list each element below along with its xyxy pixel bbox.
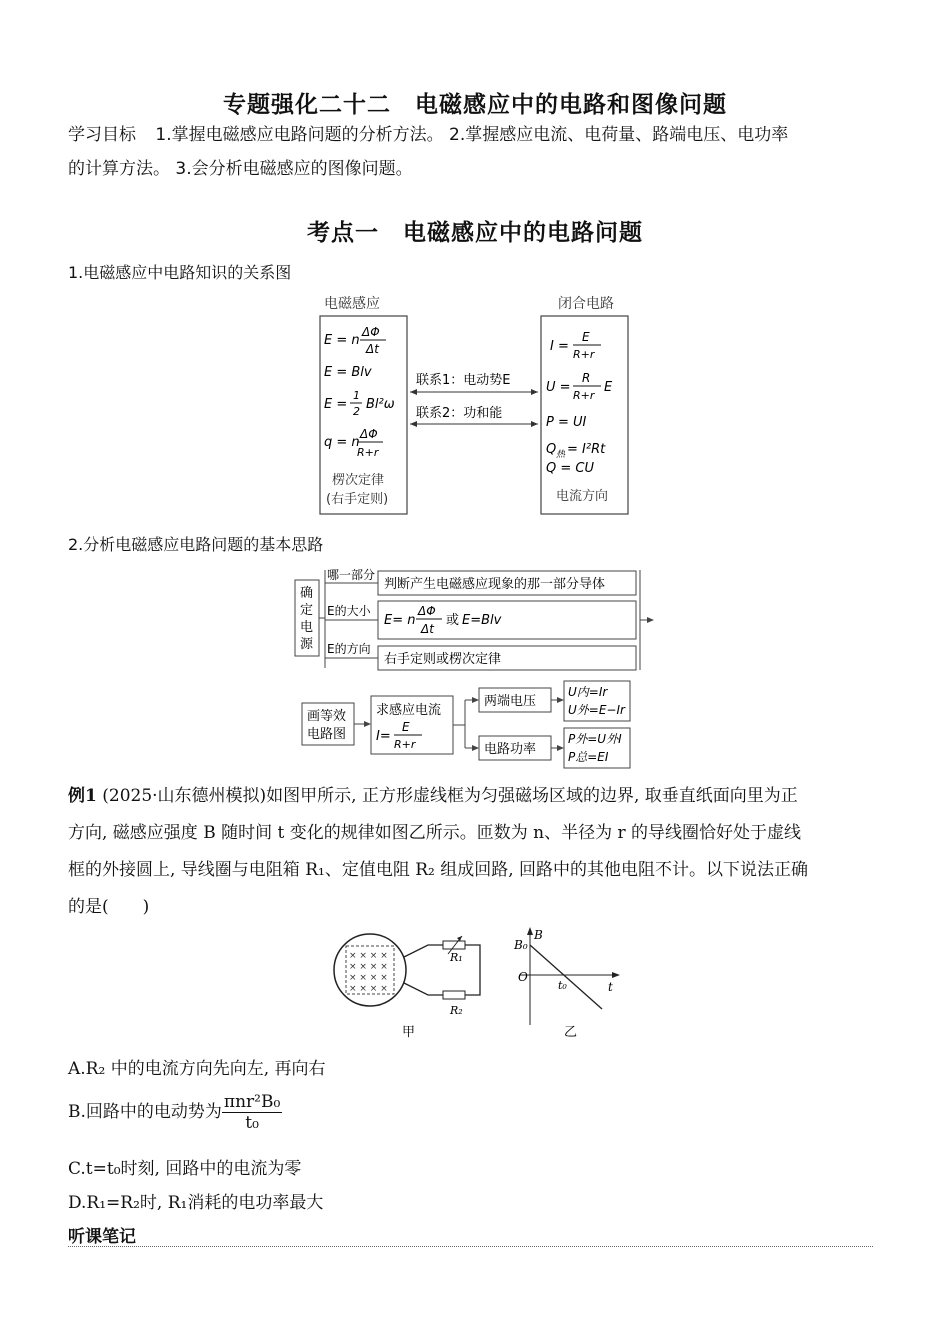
- svg-text:Bl²ω: Bl²ω: [366, 397, 395, 412]
- example-line1: (2025·山东德州模拟)如图甲所示, 正方形虚线框为匀强磁场区域的边界, 取垂直纸面向里为正: [102, 786, 798, 806]
- goal-line2: 的计算方法。 3.会分析电磁感应的图像问题。: [68, 159, 413, 179]
- svg-text:电路图: 电路图: [307, 727, 347, 742]
- svg-text:R+r: R+r: [573, 389, 595, 402]
- svg-text:ΔΦ: ΔΦ: [360, 427, 378, 441]
- left-footer1: 楞次定律: [332, 473, 385, 488]
- section-title: 考点一 电磁感应中的电路问题: [307, 220, 643, 246]
- svg-text:E: E: [402, 720, 410, 734]
- option-d: D.R₁=R₂时, R₁消耗的电功率最大: [68, 1193, 324, 1213]
- svg-text:电: 电: [300, 620, 314, 635]
- option-c: C.t=t₀时刻, 回路中的电流为零: [68, 1159, 302, 1179]
- voltage-label: 两端电压: [484, 694, 537, 709]
- svg-text:P = UI: P = UI: [546, 415, 587, 430]
- diagram2-heading: 2.分析电磁感应电路问题的基本思路: [68, 535, 324, 554]
- option-b-denominator: t₀: [245, 1113, 259, 1133]
- example-line2: 方向, 磁感应强度 B 随时间 t 变化的规律如图乙所示。匝数为 n、半径为 r 的导线圈恰好处于虚线: [68, 823, 802, 843]
- svg-text:Q: Q: [546, 442, 557, 457]
- svg-text:E = Blv: E = Blv: [324, 365, 372, 380]
- svg-text:= I²Rt: = I²Rt: [567, 442, 606, 457]
- voltage-f1: U内=Ir: [568, 685, 608, 699]
- figure-yi: [513, 927, 620, 1040]
- example-figures: [330, 925, 650, 1040]
- b-line: [530, 945, 602, 1009]
- b0-label: B₀: [514, 938, 528, 952]
- row1-content: 判断产生电磁感应现象的那一部分导体: [384, 577, 606, 592]
- svg-text:E =: E =: [324, 397, 348, 412]
- svg-text:2: 2: [353, 405, 360, 418]
- power-f2: P总=EI: [568, 750, 609, 764]
- svg-text:R: R: [582, 371, 591, 385]
- svg-text:源: 源: [300, 637, 314, 652]
- notes-label: 听课笔记: [68, 1227, 136, 1247]
- row3-content: 右手定则或楞次定律: [384, 652, 502, 667]
- svg-text:热: 热: [556, 450, 566, 460]
- link1-label: 联系1：电动势E: [416, 373, 511, 388]
- power-label: 电路功率: [484, 742, 537, 757]
- svg-text:I=: I=: [376, 729, 391, 744]
- axis-t: t: [608, 980, 613, 994]
- svg-text:ΔΦ: ΔΦ: [362, 325, 380, 339]
- row2-tag: E的大小: [327, 604, 371, 618]
- svg-text:Δt: Δt: [421, 622, 434, 636]
- fig-yi-label: 乙: [564, 1025, 578, 1040]
- r1-label: R₁: [450, 951, 463, 964]
- example-label: 例1: [68, 786, 97, 806]
- fig-jia-label: 甲: [402, 1025, 416, 1040]
- svg-text:ΔΦ: ΔΦ: [418, 604, 436, 618]
- svg-text:确: 确: [300, 586, 314, 601]
- example-line3: 框的外接圆上, 导线圈与电阻箱 R₁、定值电阻 R₂ 组成回路, 回路中的其他电阻不计。以下说法正确: [68, 860, 809, 880]
- svg-text:E=Blv: E=Blv: [462, 613, 502, 628]
- voltage-f2: U外=E−Ir: [568, 703, 625, 717]
- svg-text:× × × ×: × × × ×: [349, 984, 388, 994]
- svg-text:E: E: [582, 330, 590, 344]
- right-formulas: [546, 330, 613, 476]
- svg-text:× × × ×: × × × ×: [349, 951, 388, 961]
- svg-text:R+r: R+r: [394, 738, 416, 751]
- page-title: 专题强化二十二 电磁感应中的电路和图像问题: [223, 92, 727, 118]
- option-b-numerator: πnr²B₀: [223, 1092, 281, 1112]
- current-label: 求感应电流: [376, 703, 442, 718]
- svg-text:画等效: 画等效: [307, 709, 347, 724]
- svg-text:R+r: R+r: [573, 348, 595, 361]
- svg-text:q = n: q = n: [324, 435, 360, 450]
- example-text: [68, 778, 883, 926]
- svg-text:定: 定: [300, 603, 314, 618]
- origin-label: O: [518, 970, 528, 984]
- left-title: 电磁感应: [324, 296, 380, 312]
- analysis-flowchart: [290, 560, 660, 774]
- power-f1: P外=U外I: [568, 732, 622, 746]
- row1-tag: 哪一部分: [327, 568, 376, 582]
- goal-label: 学习目标: [68, 125, 136, 145]
- right-footer: 电流方向: [556, 489, 609, 504]
- figure-jia: [334, 934, 480, 1040]
- row2-formula: [384, 604, 502, 636]
- svg-text:Q = CU: Q = CU: [546, 461, 594, 476]
- diagram1-heading: 1.电磁感应中电路知识的关系图: [68, 263, 292, 282]
- goal-line1: 1.掌握电磁感应电路问题的分析方法。 2.掌握感应电流、电荷量、路端电压、电功率: [155, 125, 789, 145]
- notes-line[interactable]: [68, 1246, 873, 1247]
- option-b-text: B.回路中的电动势为: [68, 1102, 222, 1122]
- svg-text:E = n: E = n: [324, 333, 360, 348]
- svg-text:1: 1: [353, 389, 360, 402]
- svg-text:E: E: [604, 380, 613, 395]
- learning-goals: [68, 118, 883, 186]
- left-formulas: [324, 325, 395, 459]
- option-a: A.R₂ 中的电流方向先向左, 再向右: [68, 1059, 326, 1079]
- svg-text:R+r: R+r: [357, 446, 379, 459]
- svg-text:× × × ×: × × × ×: [349, 962, 388, 972]
- svg-text:× × × ×: × × × ×: [349, 973, 388, 983]
- option-b-fraction: [222, 1092, 282, 1133]
- t0-label: t₀: [558, 979, 567, 992]
- source-label-vertical: [300, 586, 314, 652]
- left-footer2: (右手定则): [326, 492, 389, 507]
- axis-b: B: [534, 928, 543, 942]
- svg-text:E= n: E= n: [384, 613, 416, 628]
- link2-label: 联系2：功和能: [416, 406, 503, 421]
- row3-tag: E的方向: [327, 642, 371, 656]
- svg-text:Δt: Δt: [366, 342, 379, 356]
- svg-text:或: 或: [446, 613, 460, 628]
- relationship-diagram: [310, 288, 640, 520]
- r2-label: R₂: [450, 1004, 463, 1017]
- option-b: [68, 1092, 282, 1133]
- right-title: 闭合电路: [558, 296, 614, 312]
- svg-text:I =: I =: [550, 339, 569, 354]
- example-line4: 的是( ): [68, 897, 150, 917]
- svg-text:U =: U =: [546, 380, 571, 395]
